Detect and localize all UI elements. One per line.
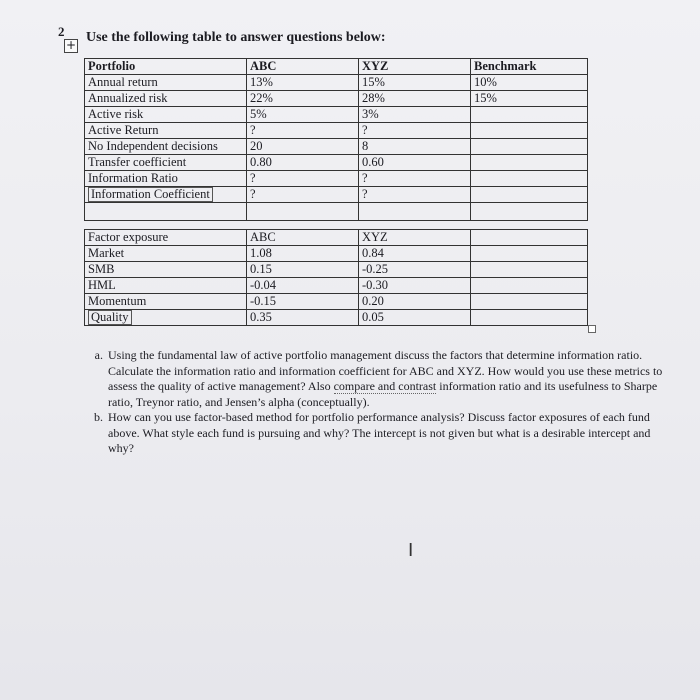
table-cell xyxy=(85,187,247,203)
table-cell xyxy=(85,310,247,326)
table-cell: 28% xyxy=(359,91,471,107)
table-cell xyxy=(471,107,588,123)
table-cell: 0.05 xyxy=(359,310,471,326)
table-row xyxy=(85,171,588,187)
question-b-text: How can you use factor-based method for portfolio performance analysis? Discuss factor exposures of each fund above. What style each fund is pursuing and why? The intercept is not given but what is a desirable intercept and why? xyxy=(108,410,651,455)
table-row xyxy=(85,91,588,107)
table-cell xyxy=(471,123,588,139)
table-cell xyxy=(471,171,588,187)
table-row xyxy=(85,155,588,171)
table-row-empty xyxy=(85,203,588,221)
question-a-text-1: Using the fundamental law of active portfolio management discuss the factors that determine information ratio. Calculate the information ratio and information coefficient for ABC and XYZ. How would you use these metrics to assess the quality of active management? Also xyxy=(108,348,663,393)
table-header-cell: ABC xyxy=(247,230,359,246)
table-cell xyxy=(85,203,247,221)
table-cell: -0.15 xyxy=(247,294,359,310)
table-cell: 0.15 xyxy=(247,262,359,278)
table-cell: ? xyxy=(247,123,359,139)
table-cell: 1.08 xyxy=(247,246,359,262)
table-cell xyxy=(247,203,359,221)
table-cell: 0.35 xyxy=(247,310,359,326)
table-cell: 3% xyxy=(359,107,471,123)
question-a-text-2: information ratio and its usefulness to Sharpe ratio, Treynor ratio, and Jensen’s alpha (conceptually). xyxy=(108,379,658,409)
table-row xyxy=(85,262,588,278)
question-b xyxy=(106,410,666,457)
table-cell: Transfer coefficient xyxy=(85,155,247,171)
table-cell xyxy=(471,203,588,221)
table-cell xyxy=(359,203,471,221)
table-cell: 20 xyxy=(247,139,359,155)
question-list xyxy=(88,348,666,457)
table-header-cell: Portfolio xyxy=(85,59,247,75)
table-cell: No Independent decisions xyxy=(85,139,247,155)
table-row xyxy=(85,123,588,139)
table-cell: 0.80 xyxy=(247,155,359,171)
table-row xyxy=(85,294,588,310)
table-row xyxy=(85,187,588,203)
table-header-row xyxy=(85,59,588,75)
table-cell: SMB xyxy=(85,262,247,278)
question-heading: Use the following table to answer questions below: xyxy=(86,30,386,45)
table-row xyxy=(85,246,588,262)
table-cell: Market xyxy=(85,246,247,262)
quality-label: Quality xyxy=(88,310,132,325)
table-cell: ? xyxy=(359,171,471,187)
table-cell xyxy=(471,294,588,310)
table-cell: 10% xyxy=(471,75,588,91)
factor-exposure-table xyxy=(84,229,588,326)
table-cell: ? xyxy=(359,123,471,139)
table-cell: 22% xyxy=(247,91,359,107)
table-header-cell: XYZ xyxy=(359,230,471,246)
table-cell: -0.30 xyxy=(359,278,471,294)
table-header-cell: ABC xyxy=(247,59,359,75)
table-cell xyxy=(471,187,588,203)
table-cell: 5% xyxy=(247,107,359,123)
question-a xyxy=(106,348,666,410)
table-row xyxy=(85,278,588,294)
table-move-handle-icon[interactable]: + xyxy=(65,38,77,52)
table-cell: 8 xyxy=(359,139,471,155)
table-cell: Momentum xyxy=(85,294,247,310)
table-row xyxy=(85,310,588,326)
table-cell: 15% xyxy=(471,91,588,107)
table-cell: 0.84 xyxy=(359,246,471,262)
table-cell: Active risk xyxy=(85,107,247,123)
table-cell: 13% xyxy=(247,75,359,91)
table-cell: 0.20 xyxy=(359,294,471,310)
table-cell: HML xyxy=(85,278,247,294)
table-header-cell: Factor exposure xyxy=(85,230,247,246)
table-cell: ? xyxy=(247,171,359,187)
table-cell: Annual return xyxy=(85,75,247,91)
table-row xyxy=(85,75,588,91)
table-cell xyxy=(471,262,588,278)
table-cell xyxy=(471,278,588,294)
information-coefficient-label: Information Coefficient xyxy=(88,187,213,202)
portfolio-table xyxy=(84,58,588,221)
table-row xyxy=(85,107,588,123)
table-cell: -0.04 xyxy=(247,278,359,294)
table-header-cell: XYZ xyxy=(359,59,471,75)
table-resize-handle-icon[interactable] xyxy=(588,325,596,333)
question-a-compare-contrast: compare and contrast xyxy=(333,379,437,393)
table-cell xyxy=(471,246,588,262)
table-cell: Active Return xyxy=(85,123,247,139)
table-cell: Information Ratio xyxy=(85,171,247,187)
table-cell xyxy=(471,155,588,171)
table-cell: Annualized risk xyxy=(85,91,247,107)
question-number: 2 xyxy=(58,24,65,39)
table-cell: 15% xyxy=(359,75,471,91)
table-header-cell xyxy=(471,230,588,246)
table-header-row xyxy=(85,230,588,246)
table-cell: ? xyxy=(359,187,471,203)
table-cell: -0.25 xyxy=(359,262,471,278)
table-cell xyxy=(471,310,588,326)
table-header-cell: Benchmark xyxy=(471,59,588,75)
table-cell xyxy=(471,139,588,155)
table-cell: 0.60 xyxy=(359,155,471,171)
table-cell: ? xyxy=(247,187,359,203)
table-row xyxy=(85,139,588,155)
text-cursor-icon: I xyxy=(408,540,414,561)
